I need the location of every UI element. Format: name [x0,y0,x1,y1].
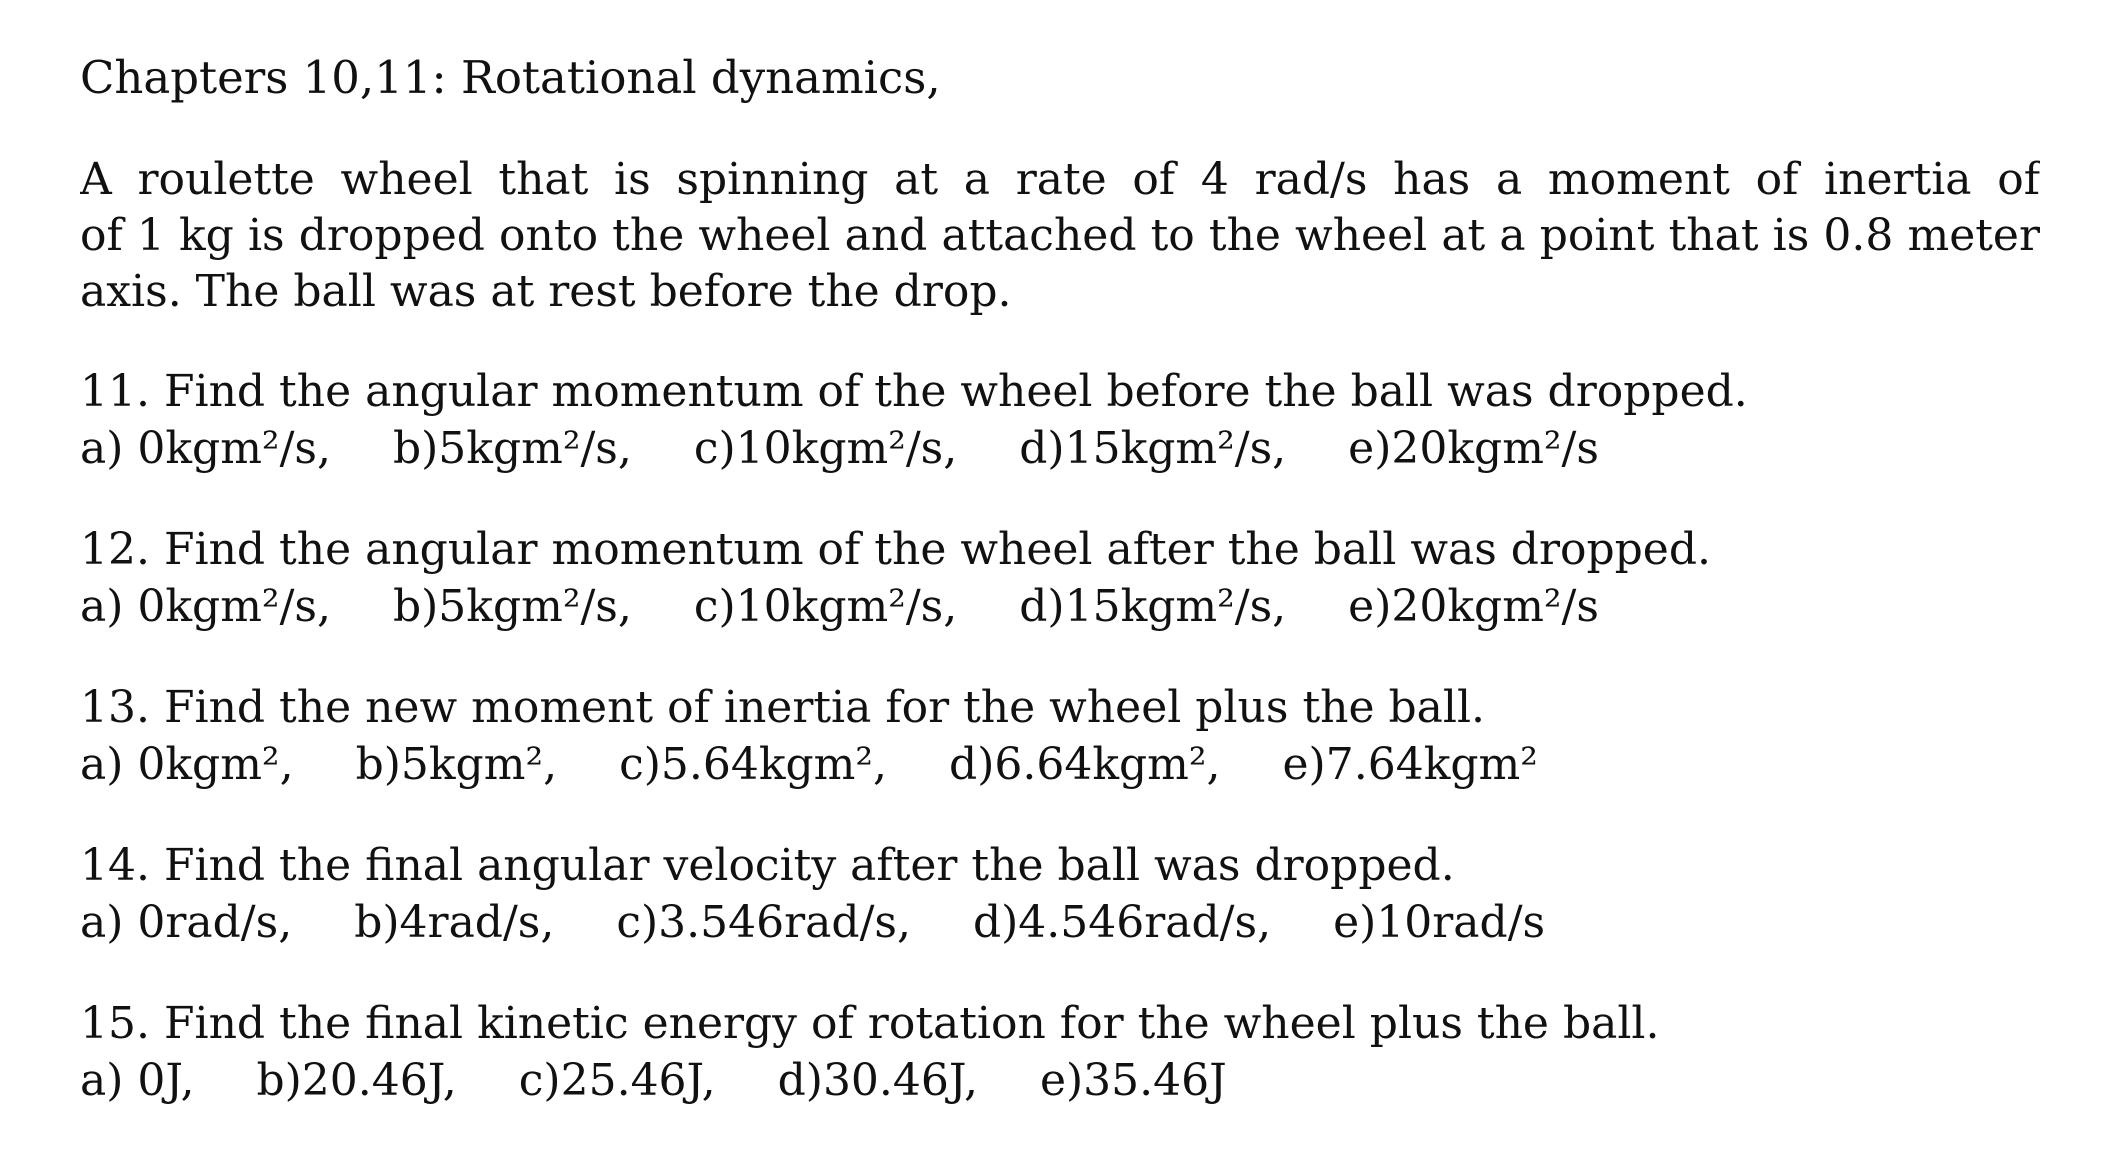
answer-options [80,1052,2040,1110]
option-b: b)4rad/s, [354,897,555,948]
answer-options [80,736,2040,794]
option-c: c)5.64kgm², [619,739,888,790]
option-c: c)3.546rad/s, [616,897,911,948]
option-b: b)5kgm²/s, [392,423,632,474]
problem-statement-line-3: axis. The ball was at rest before the drop. [80,266,1012,317]
option-b: b)20.46J, [256,1055,457,1106]
question-11 [80,364,2040,478]
option-b: b)5kgm²/s, [392,581,632,632]
option-a: a) 0rad/s, [80,897,293,948]
question-text: 14. Find the final angular velocity after the ball was dropped. [80,840,1455,891]
answer-options [80,578,2040,636]
question-15 [80,996,2040,1110]
question-text: 13. Find the new moment of inertia for the wheel plus the ball. [80,682,1486,733]
option-a: a) 0kgm²/s, [80,581,331,632]
option-a: a) 0J, [80,1055,195,1106]
option-e: e)35.46J [1039,1055,1227,1106]
question-13 [80,680,2040,794]
problem-statement-line-1: A roulette wheel that is spinning at a rate of 4 rad/s has a moment of inertia of [80,154,2040,205]
option-c: c)25.46J, [518,1055,716,1106]
question-12 [80,522,2040,636]
question-text: 15. Find the final kinetic energy of rotation for the wheel plus the ball. [80,998,1660,1049]
page-title: Chapters 10,11: Rotational dynamics, [80,51,941,104]
option-d: d)15kgm²/s, [1019,581,1287,632]
answer-options [80,894,2040,952]
problem-statement [80,152,2040,320]
option-e: e)10rad/s [1333,897,1546,948]
problem-statement-line-2: of 1 kg is dropped onto the wheel and attached to the wheel at a point that is 0.8 meter [80,210,2040,261]
option-a: a) 0kgm²/s, [80,423,331,474]
question-text: 11. Find the angular momentum of the wheel before the ball was dropped. [80,366,1748,417]
option-d: d)15kgm²/s, [1019,423,1287,474]
answer-options [80,420,2040,478]
option-b: b)5kgm², [355,739,558,790]
document-page [80,48,2040,1154]
option-a: a) 0kgm², [80,739,294,790]
option-d: d)6.64kgm², [949,739,1221,790]
question-text: 12. Find the angular momentum of the wheel after the ball was dropped. [80,524,1711,575]
question-14 [80,838,2040,952]
option-e: e)20kgm²/s [1348,423,1599,474]
option-d: d)4.546rad/s, [972,897,1272,948]
option-c: c)10kgm²/s, [693,581,958,632]
option-e: e)7.64kgm² [1282,739,1538,790]
option-d: d)30.46J, [777,1055,978,1106]
option-c: c)10kgm²/s, [693,423,958,474]
option-e: e)20kgm²/s [1348,581,1599,632]
